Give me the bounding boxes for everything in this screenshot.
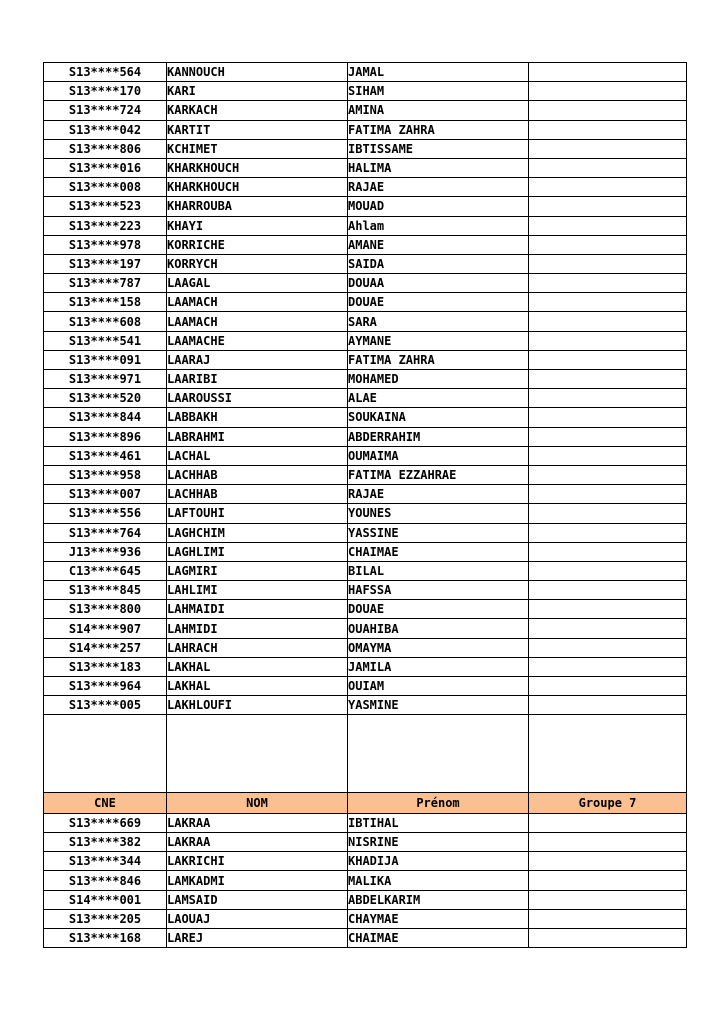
cell-nom: LAHLIMI <box>167 581 348 600</box>
cell-cne: S13****158 <box>44 293 167 312</box>
cell-prenom: IBTISSAME <box>348 139 529 158</box>
cell-prenom: Ahlam <box>348 216 529 235</box>
cell-prenom: KHADIJA <box>348 852 529 871</box>
cell-prenom: OUMAIMA <box>348 446 529 465</box>
table-row <box>44 619 687 638</box>
table-row <box>44 312 687 331</box>
cell-cne: S13****005 <box>44 696 167 715</box>
cell-cne: S13****541 <box>44 331 167 350</box>
cell-cne: S13****016 <box>44 158 167 177</box>
cell-cne: S13****168 <box>44 929 167 948</box>
cell-nom: LAKRICHI <box>167 852 348 871</box>
cell-groupe <box>529 370 687 389</box>
cell-groupe <box>529 833 687 852</box>
cell-prenom: SIHAM <box>348 82 529 101</box>
table-row <box>44 852 687 871</box>
cell-prenom: AMANE <box>348 235 529 254</box>
cell-groupe <box>529 852 687 871</box>
cell-prenom: CHAYMAE <box>348 909 529 928</box>
cell-prenom: IBTIHAL <box>348 813 529 832</box>
table-row <box>44 696 687 715</box>
table-row <box>44 139 687 158</box>
cell-nom: KANNOUCH <box>167 63 348 82</box>
cell-nom: KORRYCH <box>167 254 348 273</box>
table-row <box>44 350 687 369</box>
table-row <box>44 216 687 235</box>
cell-prenom: HAFSSA <box>348 581 529 600</box>
table-row <box>44 657 687 676</box>
table-row <box>44 178 687 197</box>
cell-prenom: FATIMA EZZAHRAE <box>348 465 529 484</box>
cell-prenom: SAIDA <box>348 254 529 273</box>
cell-prenom: YOUNES <box>348 504 529 523</box>
cell-nom: KHARKHOUCH <box>167 158 348 177</box>
table-row <box>44 581 687 600</box>
table-row <box>44 677 687 696</box>
cell-nom: LACHAL <box>167 446 348 465</box>
cell-nom: KARTIT <box>167 120 348 139</box>
cell-cne: S13****170 <box>44 82 167 101</box>
cell-groupe <box>529 427 687 446</box>
student-roster-table <box>43 62 687 948</box>
cell-nom: LAMKADMI <box>167 871 348 890</box>
cell-prenom: SOUKAINA <box>348 408 529 427</box>
cell-nom: LAAMACH <box>167 312 348 331</box>
cell-nom: LAHRACH <box>167 638 348 657</box>
cell-nom: LAAGAL <box>167 274 348 293</box>
table-row <box>44 909 687 928</box>
cell-cne: S13****564 <box>44 63 167 82</box>
cell-cne: S13****461 <box>44 446 167 465</box>
cell-prenom: MOUAD <box>348 197 529 216</box>
cell-groupe <box>529 677 687 696</box>
table-row <box>44 465 687 484</box>
cell-groupe <box>529 504 687 523</box>
cell-groupe <box>529 446 687 465</box>
table-row <box>44 82 687 101</box>
cell-prenom: OMAYMA <box>348 638 529 657</box>
cell-prenom: ABDELKARIM <box>348 890 529 909</box>
cell-cne: S13****978 <box>44 235 167 254</box>
table-row <box>44 542 687 561</box>
cell-nom: LAOUAJ <box>167 909 348 928</box>
cell-groupe <box>529 158 687 177</box>
table-row <box>44 235 687 254</box>
cell-groupe <box>529 235 687 254</box>
cell-cne: S13****964 <box>44 677 167 696</box>
cell-cne: S14****001 <box>44 890 167 909</box>
table-row <box>44 485 687 504</box>
cell-cne: S14****257 <box>44 638 167 657</box>
cell-prenom: MALIKA <box>348 871 529 890</box>
column-header-nom: NOM <box>167 792 348 813</box>
cell-nom: LAAMACHE <box>167 331 348 350</box>
cell-prenom: ALAE <box>348 389 529 408</box>
cell-cne: S13****520 <box>44 389 167 408</box>
cell-groupe <box>529 561 687 580</box>
cell-cne: S13****183 <box>44 657 167 676</box>
cell-prenom: AMINA <box>348 101 529 120</box>
cell-cne: S13****382 <box>44 833 167 852</box>
table-row <box>44 871 687 890</box>
cell-groupe <box>529 813 687 832</box>
cell-prenom: DOUAA <box>348 274 529 293</box>
cell-groupe <box>529 63 687 82</box>
cell-prenom: RAJAE <box>348 178 529 197</box>
cell-nom: LAAROUSSI <box>167 389 348 408</box>
cell-nom: KHARKHOUCH <box>167 178 348 197</box>
cell-cne: S13****669 <box>44 813 167 832</box>
cell-cne: S13****787 <box>44 274 167 293</box>
cell-nom: LAGHLIMI <box>167 542 348 561</box>
table-row <box>44 370 687 389</box>
cell-cne: S14****907 <box>44 619 167 638</box>
table-row <box>44 158 687 177</box>
cell-cne <box>44 715 167 793</box>
cell-prenom <box>348 715 529 793</box>
cell-nom: LAGMIRI <box>167 561 348 580</box>
cell-groupe <box>529 293 687 312</box>
table-row <box>44 833 687 852</box>
table-row <box>44 331 687 350</box>
table-row <box>44 446 687 465</box>
cell-nom: LACHHAB <box>167 465 348 484</box>
cell-nom: KHARROUBA <box>167 197 348 216</box>
column-header-cne: CNE <box>44 792 167 813</box>
cell-cne: S13****205 <box>44 909 167 928</box>
table-row <box>44 197 687 216</box>
cell-cne: S13****523 <box>44 197 167 216</box>
table-row <box>44 293 687 312</box>
cell-groupe <box>529 890 687 909</box>
cell-prenom: YASSINE <box>348 523 529 542</box>
cell-groupe <box>529 389 687 408</box>
column-header-prenom: Prénom <box>348 792 529 813</box>
cell-groupe <box>529 485 687 504</box>
cell-prenom: AYMANE <box>348 331 529 350</box>
cell-groupe <box>529 408 687 427</box>
cell-nom: LAKHAL <box>167 677 348 696</box>
cell-nom: LAKRAA <box>167 833 348 852</box>
cell-prenom: DOUAE <box>348 600 529 619</box>
cell-groupe <box>529 197 687 216</box>
cell-prenom: MOHAMED <box>348 370 529 389</box>
cell-cne: S13****223 <box>44 216 167 235</box>
cell-nom: LACHHAB <box>167 485 348 504</box>
cell-cne: C13****645 <box>44 561 167 580</box>
table-row <box>44 389 687 408</box>
cell-groupe <box>529 715 687 793</box>
cell-cne: S13****846 <box>44 871 167 890</box>
cell-nom: KARKACH <box>167 101 348 120</box>
cell-groupe <box>529 312 687 331</box>
cell-cne: S13****724 <box>44 101 167 120</box>
cell-groupe <box>529 178 687 197</box>
cell-groupe <box>529 82 687 101</box>
cell-groupe <box>529 331 687 350</box>
cell-prenom: OUAHIBA <box>348 619 529 638</box>
cell-groupe <box>529 139 687 158</box>
cell-groupe <box>529 101 687 120</box>
cell-prenom: DOUAE <box>348 293 529 312</box>
table-row <box>44 254 687 273</box>
table-row <box>44 890 687 909</box>
cell-groupe <box>529 581 687 600</box>
cell-nom: LAKHLOUFI <box>167 696 348 715</box>
cell-prenom: JAMAL <box>348 63 529 82</box>
table-row <box>44 120 687 139</box>
cell-cne: S13****556 <box>44 504 167 523</box>
cell-groupe <box>529 638 687 657</box>
cell-cne: S13****764 <box>44 523 167 542</box>
cell-nom: KORRICHE <box>167 235 348 254</box>
cell-nom: LAKRAA <box>167 813 348 832</box>
cell-cne: S13****008 <box>44 178 167 197</box>
cell-cne: S13****896 <box>44 427 167 446</box>
cell-groupe <box>529 542 687 561</box>
table-row <box>44 63 687 82</box>
cell-nom: LAARAJ <box>167 350 348 369</box>
table-row <box>44 929 687 948</box>
cell-cne: S13****845 <box>44 581 167 600</box>
cell-prenom: HALIMA <box>348 158 529 177</box>
cell-groupe <box>529 909 687 928</box>
table-header-row <box>44 792 687 813</box>
cell-prenom: JAMILA <box>348 657 529 676</box>
cell-cne: S13****608 <box>44 312 167 331</box>
cell-groupe <box>529 600 687 619</box>
table-row <box>44 523 687 542</box>
cell-cne: S13****344 <box>44 852 167 871</box>
cell-prenom: CHAIMAE <box>348 929 529 948</box>
cell-prenom: NISRINE <box>348 833 529 852</box>
cell-cne: J13****936 <box>44 542 167 561</box>
cell-prenom: BILAL <box>348 561 529 580</box>
cell-groupe <box>529 254 687 273</box>
cell-groupe <box>529 120 687 139</box>
cell-cne: S13****806 <box>44 139 167 158</box>
cell-cne: S13****197 <box>44 254 167 273</box>
empty-row <box>44 715 687 793</box>
cell-nom: KCHIMET <box>167 139 348 158</box>
table-row <box>44 600 687 619</box>
cell-cne: S13****042 <box>44 120 167 139</box>
table-row <box>44 427 687 446</box>
cell-nom: LAGHCHIM <box>167 523 348 542</box>
cell-cne: S13****091 <box>44 350 167 369</box>
cell-groupe <box>529 619 687 638</box>
cell-prenom: YASMINE <box>348 696 529 715</box>
table-row <box>44 813 687 832</box>
cell-cne: S13****007 <box>44 485 167 504</box>
cell-nom: LAMSAID <box>167 890 348 909</box>
cell-groupe <box>529 216 687 235</box>
cell-nom: LAREJ <box>167 929 348 948</box>
cell-nom: LABRAHMI <box>167 427 348 446</box>
cell-groupe <box>529 696 687 715</box>
cell-prenom: CHAIMAE <box>348 542 529 561</box>
cell-nom: LABBAKH <box>167 408 348 427</box>
cell-cne: S13****971 <box>44 370 167 389</box>
cell-groupe <box>529 465 687 484</box>
cell-groupe <box>529 350 687 369</box>
cell-prenom: ABDERRAHIM <box>348 427 529 446</box>
cell-groupe <box>529 523 687 542</box>
cell-nom: LAARIBI <box>167 370 348 389</box>
cell-prenom: FATIMA ZAHRA <box>348 120 529 139</box>
cell-cne: S13****844 <box>44 408 167 427</box>
cell-nom: LAAMACH <box>167 293 348 312</box>
table-row <box>44 561 687 580</box>
cell-groupe <box>529 274 687 293</box>
cell-cne: S13****800 <box>44 600 167 619</box>
table-row <box>44 408 687 427</box>
cell-cne: S13****958 <box>44 465 167 484</box>
cell-nom: KARI <box>167 82 348 101</box>
table-row <box>44 274 687 293</box>
roster-body <box>44 63 687 948</box>
table-row <box>44 101 687 120</box>
cell-prenom: SARA <box>348 312 529 331</box>
table-row <box>44 638 687 657</box>
cell-groupe <box>529 871 687 890</box>
cell-nom <box>167 715 348 793</box>
cell-prenom: RAJAE <box>348 485 529 504</box>
cell-prenom: FATIMA ZAHRA <box>348 350 529 369</box>
cell-nom: LAHMAIDI <box>167 600 348 619</box>
cell-prenom: OUIAM <box>348 677 529 696</box>
table-row <box>44 504 687 523</box>
cell-groupe <box>529 657 687 676</box>
cell-groupe <box>529 929 687 948</box>
cell-nom: LAHMIDI <box>167 619 348 638</box>
cell-nom: KHAYI <box>167 216 348 235</box>
cell-nom: LAKHAL <box>167 657 348 676</box>
cell-nom: LAFTOUHI <box>167 504 348 523</box>
column-header-groupe: Groupe 7 <box>529 792 687 813</box>
